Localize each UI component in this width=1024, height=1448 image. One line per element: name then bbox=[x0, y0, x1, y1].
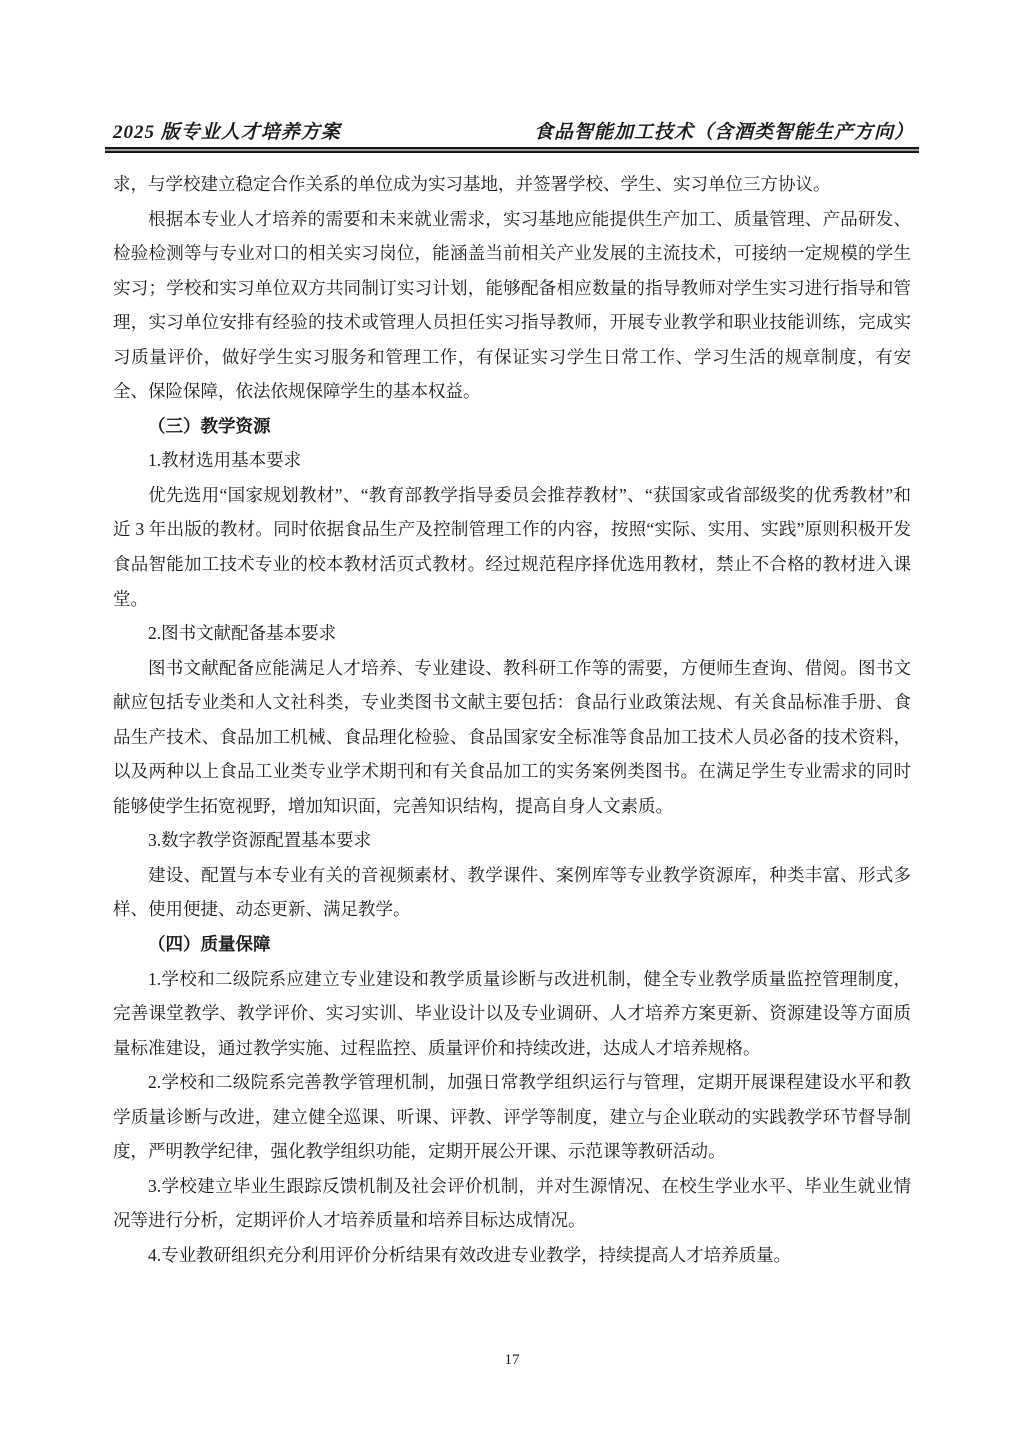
body-paragraph: 求，与学校建立稳定合作关系的单位成为实习基地，并签署学校、学生、实习单位三方协议。 bbox=[113, 174, 831, 194]
header-divider-rule bbox=[105, 147, 919, 153]
body-paragraph: 3.数字教学资源配置基本要求 bbox=[148, 830, 372, 851]
page-header bbox=[113, 117, 914, 144]
body-paragraph: 3.学校建立毕业生跟踪反馈机制及社会评价机制，并对生源情况、在校生学业水平、毕业生就业情况等进行分析，定期评价人才培养质量和培养目标达成情况。 bbox=[113, 1175, 911, 1231]
body-paragraph: 1.学校和二级院系应建立专业建设和教学质量诊断与改进机制，健全专业教学质量监控管理制度，完善课堂教学、教学评价、实习实训、毕业设计以及专业调研、人才培养方案更新、资源建设等方面质量标准建设，通过教学实施、过程监控、质量评价和持续改进，达成人才培养规格。 bbox=[113, 968, 911, 1058]
page-number: 17 bbox=[504, 1352, 520, 1368]
body-paragraph: 图书文献配备应能满足人才培养、专业建设、教科研工作等的需要，方便师生查询、借阅。图书文献应包括专业类和人文社科类，专业类图书文献主要包括：食品行业政策法规、有关食品标准手册、食品生产技术、食品加工机械、食品理化检验、食品国家安全标准等食品加工技术人员必备的技术资料，以及两种以上食品工业类专业学术期刊和有关食品加工的实务案例类图书。在满足学生专业需求的同时能够使学生拓宽视野，增加知识面，完善知识结构，提高自身人文素质。 bbox=[113, 657, 911, 816]
document-body bbox=[113, 167, 911, 1273]
body-paragraph: 建设、配置与本专业有关的音视频素材、教学课件、案例库等专业教学资源库，种类丰富、形式多样、使用便捷、动态更新、满足教学。 bbox=[113, 864, 911, 920]
section-heading: （三）教学资源 bbox=[148, 415, 271, 436]
section-heading: （四）质量保障 bbox=[148, 934, 271, 955]
body-paragraph: 优先选用“国家规划教材”、“教育部教学指导委员会推荐教材”、“获国家或省部级奖的优秀教材”和近 3 年出版的教材。同时依据食品生产及控制管理工作的内容，按照“实际、实用、实践”原则积极开发食品智能加工技术专业的校本教材活页式教材。经过规范程序择优选用教材，禁止不合格的教材进入课堂。 bbox=[113, 484, 911, 609]
body-paragraph: 2.学校和二级院系完善教学管理机制，加强日常教学组织运行与管理，定期开展课程建设水平和教学质量诊断与改进，建立健全巡课、听课、评教、评学等制度，建立与企业联动的实践教学环节督导制度，严明教学纪律，强化教学组织功能，定期开展公开课、示范课等教研活动。 bbox=[113, 1072, 911, 1162]
header-left-title: 2025 版专业人才培养方案 bbox=[113, 122, 341, 143]
body-paragraph: 1.教材选用基本要求 bbox=[148, 450, 302, 471]
header-right-title: 食品智能加工技术（含酒类智能生产方向） bbox=[533, 122, 914, 143]
body-paragraph: 根据本专业人才培养的需要和未来就业需求，实习基地应能提供生产加工、质量管理、产品研发、检验检测等与专业对口的相关实习岗位，能涵盖当前相关产业发展的主流技术，可接纳一定规模的学生实习；学校和实习单位双方共同制订实习计划，能够配备相应数量的指导教师对学生实习进行指导和管理，实习单位安排有经验的技术或管理人员担任实习指导教师，开展专业教学和职业技能训练，完成实习质量评价，做好学生实习服务和管理工作，有保证实习学生日常工作、学习生活的规章制度，有安全、保险保障，依法依规保障学生的基本权益。 bbox=[113, 208, 911, 402]
page-footer bbox=[0, 1352, 1024, 1369]
body-paragraph: 4.专业教研组织充分利用评价分析结果有效改进专业教学，持续提高人才培养质量。 bbox=[148, 1244, 792, 1265]
body-paragraph: 2.图书文献配备基本要求 bbox=[148, 623, 337, 644]
